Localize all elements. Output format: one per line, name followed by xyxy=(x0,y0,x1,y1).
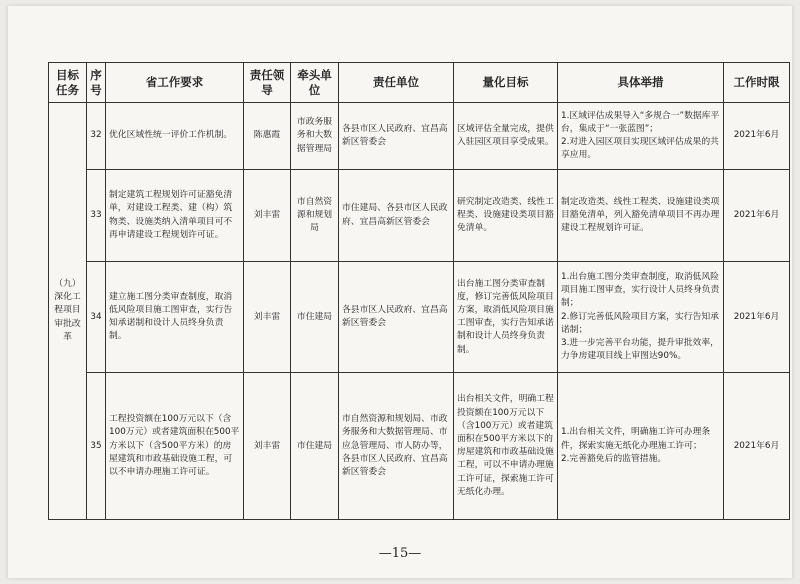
header-leader: 责任领导 xyxy=(244,63,291,103)
requirement-cell: 优化区域性统一评价工作机制。 xyxy=(106,103,244,170)
lead-unit-cell: 市住建局 xyxy=(291,373,339,520)
header-requirement: 省工作要求 xyxy=(106,63,244,103)
deadline-cell: 2021年6月 xyxy=(724,103,790,170)
table-row xyxy=(49,262,790,373)
requirement-cell: 建立施工图分类审查制度，取消低风险项目施工图审查，实行告知承诺制和设计人员终身负责制。 xyxy=(106,262,244,373)
table-row xyxy=(49,103,790,170)
responsible-units-cell: 市住建局、各县市区人民政府、宜昌高新区管委会 xyxy=(339,170,454,262)
header-index: 序号 xyxy=(87,63,106,103)
header-responsible-units: 责任单位 xyxy=(339,63,454,103)
header-goal: 目标任务 xyxy=(49,63,87,103)
document-page xyxy=(8,6,792,578)
quantitative-target-cell: 出台施工图分类审查制度，修订完善低风险项目方案，取消低风险项目施工图审查，实行告知承诺制和设计人员终身负责制。 xyxy=(454,262,558,373)
responsible-units-cell: 各县市区人民政府、宜昌高新区管委会 xyxy=(339,262,454,373)
measures-cell: 1.出台相关文件，明确施工许可办理条件，探索实施无纸化办理施工许可； 2.完善豁免后的监管措施。 xyxy=(558,373,724,520)
work-plan-table xyxy=(48,62,790,520)
measures-cell: 制定改造类、线性工程类、设施建设类项目豁免清单，列入豁免清单项目不再办理建设工程规划许可证。 xyxy=(558,170,724,262)
lead-unit-cell: 市自然资源和规划局 xyxy=(291,170,339,262)
row-index: 32 xyxy=(87,103,106,170)
measures-cell: 1.出台施工图分类审查制度，取消低风险项目施工图审查，实行设计人员终身负责制； 2.修订完善低风险项目方案，实行告知承诺制； 3.进一步完善平台功能，提升审批效率，力争房建项目线上审图达90%。 xyxy=(558,262,724,373)
goal-task-cell: （九）深化工程项目审批改革 xyxy=(49,103,87,520)
table-row xyxy=(49,170,790,262)
responsible-units-cell: 市自然资源和规划局、市政务服务和大数据管理局、市应急管理局、市人防办等，各县市区人民政府、宜昌高新区管委会 xyxy=(339,373,454,520)
deadline-cell: 2021年6月 xyxy=(724,373,790,520)
leader-cell: 陈惠霞 xyxy=(244,103,291,170)
header-quantitative-target: 量化目标 xyxy=(454,63,558,103)
row-index: 35 xyxy=(87,373,106,520)
requirement-cell: 制定建筑工程规划许可证豁免清单，对建设工程类、建（构）筑物类、设施类纳入清单项目可不再申请建设工程规划许可证。 xyxy=(106,170,244,262)
deadline-cell: 2021年6月 xyxy=(724,170,790,262)
lead-unit-cell: 市政务服务和大数据管理局 xyxy=(291,103,339,170)
leader-cell: 刘丰雷 xyxy=(244,262,291,373)
row-index: 33 xyxy=(87,170,106,262)
table-header-row xyxy=(49,63,790,103)
table-row xyxy=(49,373,790,520)
header-measures: 具体举措 xyxy=(558,63,724,103)
quantitative-target-cell: 研究制定改造类、线性工程类、设施建设类项目豁免清单。 xyxy=(454,170,558,262)
quantitative-target-cell: 出台相关文件，明确工程投资额在100万元以下（含100万元）或者建筑面积在500平方米以下的房屋建筑和市政基础设施工程，可以不申请办理施工许可证，探索施工许可无纸化办理。 xyxy=(454,373,558,520)
leader-cell: 刘丰雷 xyxy=(244,170,291,262)
quantitative-target-cell: 区域评估全量完成，提供入驻园区项目享受成果。 xyxy=(454,103,558,170)
row-index: 34 xyxy=(87,262,106,373)
lead-unit-cell: 市住建局 xyxy=(291,262,339,373)
page-number: —15— xyxy=(378,546,422,561)
header-lead-unit: 牵头单位 xyxy=(291,63,339,103)
measures-cell: 1.区域评估成果导入“多规合一”数据库平台，集成于“一张蓝图”； 2.对进入园区项目实现区域评估成果的共享应用。 xyxy=(558,103,724,170)
deadline-cell: 2021年6月 xyxy=(724,262,790,373)
leader-cell: 刘丰雷 xyxy=(244,373,291,520)
responsible-units-cell: 各县市区人民政府、宜昌高新区管委会 xyxy=(339,103,454,170)
header-deadline: 工作时限 xyxy=(724,63,790,103)
requirement-cell: 工程投资额在100万元以下（含100万元）或者建筑面积在500平方米以下（含500平方米）的房屋建筑和市政基础设施工程，可以不申请办理施工许可证。 xyxy=(106,373,244,520)
